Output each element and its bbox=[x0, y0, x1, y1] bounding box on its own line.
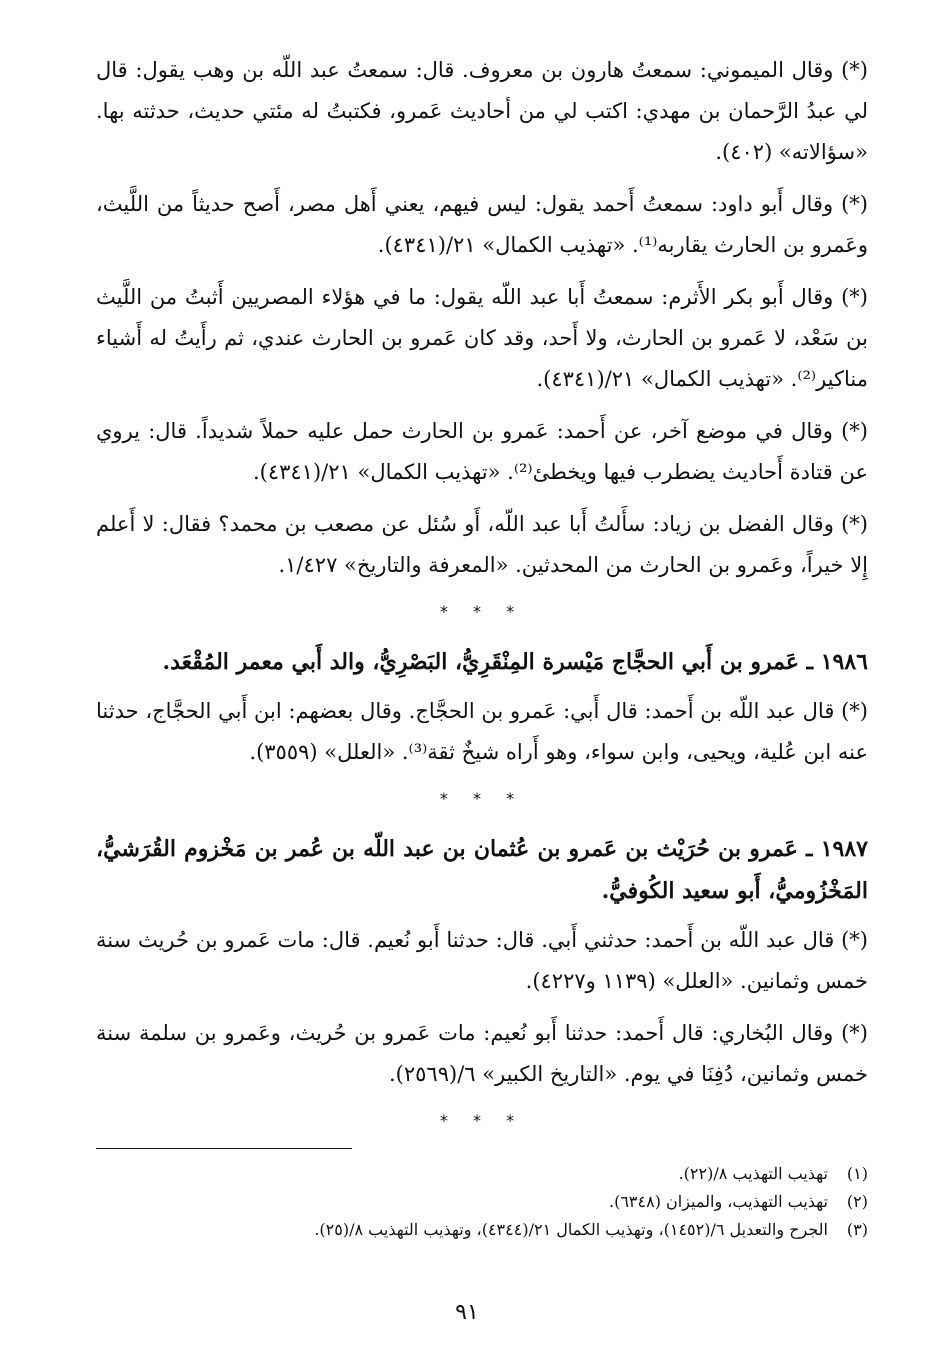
section-separator: * * * bbox=[439, 1111, 525, 1130]
footnote-text: تهذيب التهذيب ٨/(٢٢). bbox=[678, 1164, 828, 1183]
footnote bbox=[96, 1188, 868, 1216]
footnotes bbox=[96, 1160, 868, 1244]
section-separator: * * * bbox=[439, 789, 525, 808]
entry-heading-1987: ١٩٨٧ ـ عَمرو بن حُرَيْث بن عَمرو بن عُثمان بن عبد اللّه بن عُمر بن مَخْزوم القُرَشيُّ، المَخْزُوميُّ، أَبو سعيد الكُوفيُّ. bbox=[96, 836, 868, 904]
footnote bbox=[96, 1160, 868, 1188]
footnote bbox=[96, 1216, 868, 1244]
footnote-text: تهذيب التهذيب، والميزان (٦٣٤٨). bbox=[609, 1192, 828, 1211]
footnote-number: (٢) bbox=[846, 1192, 868, 1211]
paragraph-fadl: (*) وقال الفضل بن زياد: سأَلتُ أَبا عبد اللّه، أَو سُئل عن مصعب بن محمد؟ فقال: لا أَعلم إِلا خيراً، وعَمرو بن الحارث من المحدثين. «المعرفة والتاريخ» ١/٤٢٧. bbox=[96, 512, 868, 577]
page-number: ٩١ bbox=[455, 1300, 479, 1325]
section-separator: * * * bbox=[439, 602, 525, 621]
entry-heading-1986: ١٩٨٦ ـ عَمرو بن أَبي الحجَّاج مَيْسرة المِنْقَرِيُّ، البَصْرِيُّ، والد أَبي معمر المُقْعَد. bbox=[162, 649, 868, 675]
entry-paragraph-1987-a: (*) قال عبد اللّه بن أَحمد: حدثني أَبي. قال: حدثنا أَبو نُعيم. قال: مات عَمرو بن حُريث سنة خمس وثمانين. «العلل» (١١٣٩ و٤٢٢٧). bbox=[96, 928, 868, 993]
footnote-number: (٣) bbox=[846, 1220, 868, 1239]
footnote-text: الجرح والتعديل ٦/(١٤٥٢)، وتهذيب الكمال ٢١/(٤٣٤٤)، وتهذيب التهذيب ٨/(٢٥). bbox=[314, 1220, 828, 1239]
footnote-rule bbox=[96, 1148, 352, 1149]
paragraph-abu-dawud: (*) وقال أَبو داود: سمعتُ أَحمد يقول: ليس فيهم، يعني أَهل مصر، أَصح حديثاً من اللَّيث، وعَمرو بن الحارث يقاربه⁽¹⁾. «تهذيب الكمال» ٢١/(٤٣٤١). bbox=[96, 192, 868, 257]
footnote-number: (١) bbox=[846, 1164, 868, 1183]
entry-paragraph-1987-b: (*) وقال البُخاري: قال أَحمد: حدثنا أَبو نُعيم: مات عَمرو بن حُريث، وعَمرو بن سلمة سنة خمس وثمانين، دُفِنَا في يوم. «التاريخ الكبير» ٦/(٢٥٦٩). bbox=[96, 1021, 868, 1086]
paragraph-maymuni: (*) وقال الميموني: سمعتُ هارون بن معروف. قال: سمعتُ عبد اللّه بن وهب يقول: قال لي عبدُ الرَّحمان بن مهدي: اكتب لي من أحاديث عَمرو، فكتبتُ له مئتي حديث، حدثته بها. «سؤالاته» (٤٠٢). bbox=[96, 58, 868, 164]
paragraph-other-place: (*) وقال في موضع آخر، عن أَحمد: عَمرو بن الحارث حمل عليه حملاً شديداً. قال: يروي عن قتادة أَحاديث يضطرب فيها ويخطئ⁽²⁾. «تهذيب الكمال» ٢١/(٤٣٤١). bbox=[96, 419, 868, 484]
page-body bbox=[96, 50, 868, 1150]
paragraph-athram: (*) وقال أَبو بكر الأَثرم: سمعتُ أَبا عبد اللّه يقول: ما في هؤلاء المصريين أَثبتُ من اللَّيث بن سَعْد، لا عَمرو بن الحارث، ولا أَحد، وقد كان عَمرو بن الحارث عندي، ثم رأَيتُ له أَشياء مناكير⁽²⁾. «تهذيب الكمال» ٢١/(٤٣٤١). bbox=[96, 285, 868, 391]
entry-paragraph-1986: (*) قال عبد اللّه بن أَحمد: قال أَبي: عَمرو بن الحجَّاج. وقال بعضهم: ابن أَبي الحجَّاج، حدثنا عنه ابن عُلية، ويحيى، وابن سواء، وهو أَراه شيخٌ ثقة⁽³⁾. «العلل» (٣٥٥٩). bbox=[96, 699, 868, 764]
